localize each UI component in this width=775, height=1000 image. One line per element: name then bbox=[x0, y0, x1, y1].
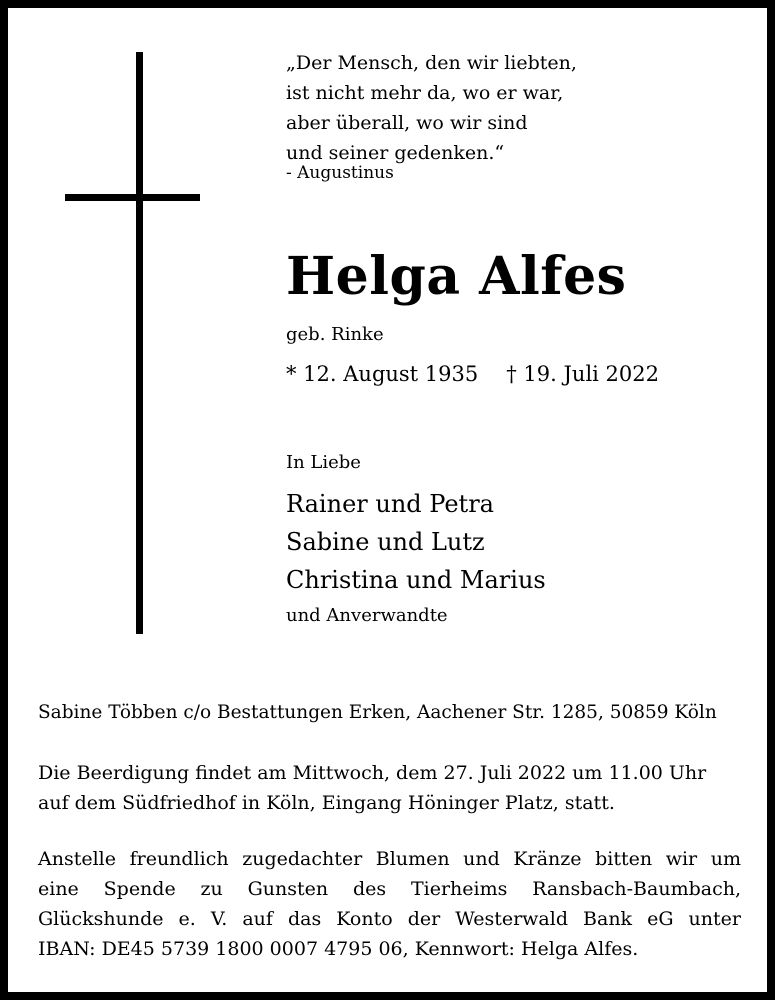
family-name: Sabine und Lutz bbox=[286, 528, 485, 556]
funeral-line: auf dem Südfriedhof in Köln, Eingang Höninger Platz, statt. bbox=[38, 792, 615, 814]
birth-date: * 12. August 1935 bbox=[286, 362, 479, 386]
deceased-name: Helga Alfes bbox=[286, 246, 627, 307]
quote-line: aber überall, wo wir sind bbox=[286, 112, 528, 134]
donation-line: IBAN: DE45 5739 1800 0007 4795 06, Kennwort: Helga Alfes. bbox=[38, 938, 639, 960]
donation-line: Anstelle freundlich zugedachter Blumen und Kränze bitten wir um bbox=[38, 848, 741, 870]
donation-info bbox=[38, 844, 741, 964]
cross-vertical-bar bbox=[136, 52, 143, 634]
cross-horizontal-bar bbox=[65, 194, 200, 201]
birth-name: geb. Rinke bbox=[286, 324, 384, 345]
life-dates bbox=[286, 362, 659, 386]
funeral-line: Die Beerdigung findet am Mittwoch, dem 27. Juli 2022 um 11.00 Uhr bbox=[38, 762, 707, 784]
death-date: † 19. Juli 2022 bbox=[506, 362, 659, 386]
donation-line: eine Spende zu Gunsten des Tierheims Ransbach-Baumbach, bbox=[38, 878, 741, 900]
relatives: und Anverwandte bbox=[286, 605, 448, 626]
donation-line: Glückshunde e. V. auf das Konto der Westerwald Bank eG unter bbox=[38, 908, 741, 930]
family-name: Christina und Marius bbox=[286, 566, 546, 594]
quote-author: - Augustinus bbox=[286, 163, 394, 183]
quote bbox=[286, 48, 577, 168]
quote-line: ist nicht mehr da, wo er war, bbox=[286, 82, 564, 104]
quote-line: „Der Mensch, den wir liebten, bbox=[286, 52, 577, 74]
mourners-intro: In Liebe bbox=[286, 452, 361, 473]
family-name: Rainer und Petra bbox=[286, 490, 494, 518]
mourners-families bbox=[286, 485, 546, 599]
funeral-info bbox=[38, 758, 741, 818]
contact-address: Sabine Többen c/o Bestattungen Erken, Aachener Str. 1285, 50859 Köln bbox=[38, 702, 717, 723]
quote-line: und seiner gedenken.“ bbox=[286, 142, 505, 164]
